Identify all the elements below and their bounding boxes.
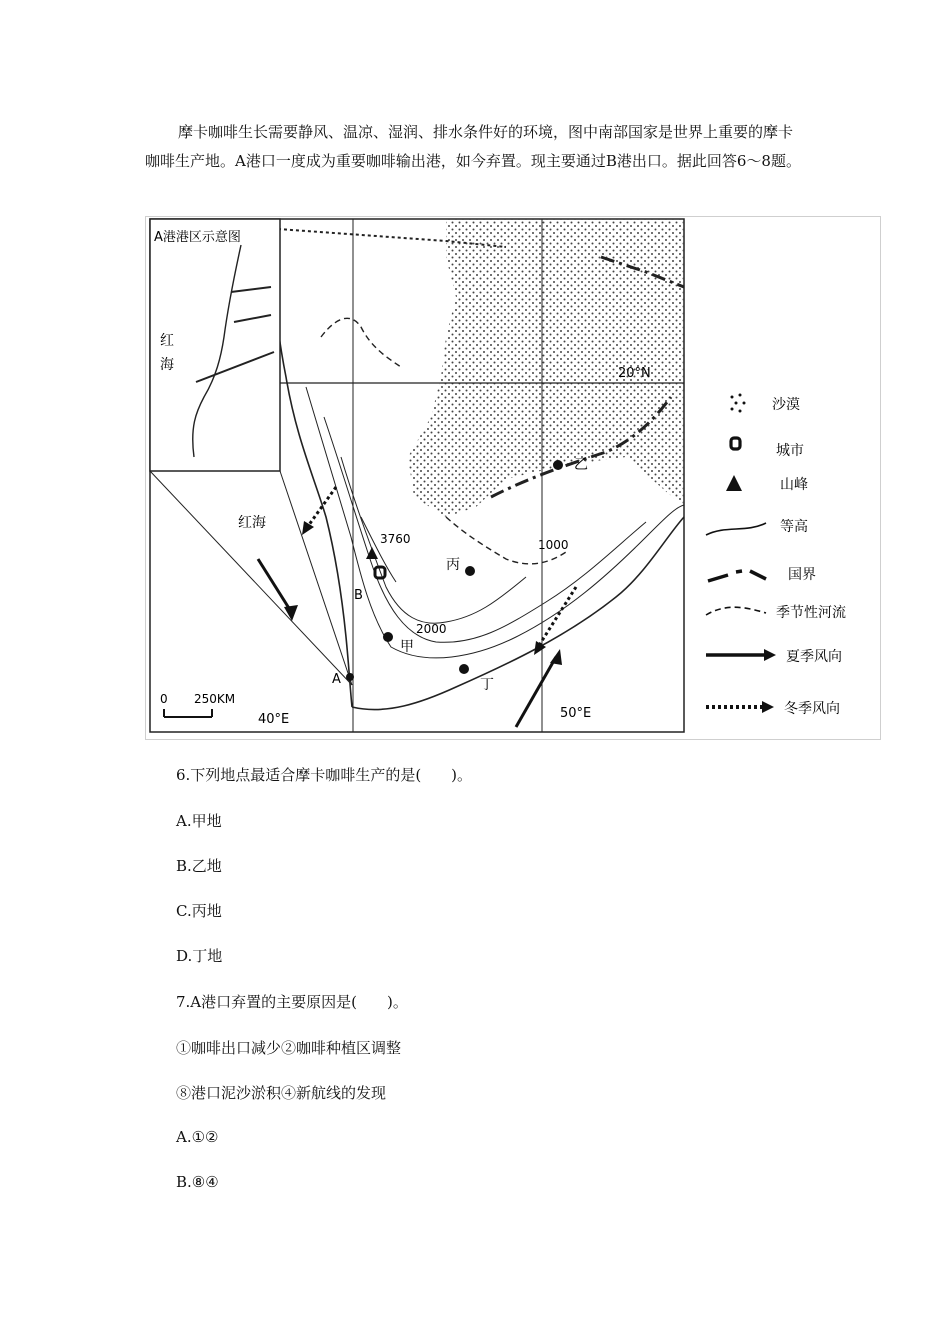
peak-elevation: 3760 — [380, 532, 411, 546]
legend-summer-wind: 夏季风向 — [786, 649, 842, 665]
question-6: 6.下列地点最适合摩卡咖啡生产的是( )。 — [176, 766, 473, 784]
map-svg — [146, 217, 880, 739]
legend-summer-wind-icon — [706, 649, 776, 661]
intro-text: 摩卡咖啡生长需要静风、温凉、湿润、排水条件好的环境，图中南部国家是世界上重要的摩卡咖啡生产地。A港口一度成为重要咖啡输出港，如今弃置。现主要通过B港出口。据此回答6～8题。 — [145, 123, 801, 170]
inset-sea-char2: 海 — [160, 357, 174, 373]
legend — [706, 394, 846, 718]
point-ding-label: 丁 — [480, 677, 494, 693]
option-7a[interactable]: A.①② — [176, 1128, 219, 1146]
main-sea-label: 红海 — [238, 515, 266, 531]
point-yi-label: 乙 — [574, 457, 588, 473]
legend-contour-icon — [706, 523, 766, 535]
point-yi-dot — [553, 460, 563, 470]
legend-winter-wind: 冬季风向 — [784, 701, 840, 717]
statement-line-1: ①咖啡出口减少②咖啡种植区调整 — [176, 1039, 402, 1057]
legend-peak: 山峰 — [780, 477, 808, 493]
legend-winter-wind-icon — [706, 701, 774, 713]
point-bing-label: 丙 — [446, 557, 460, 573]
intro-paragraph — [145, 118, 805, 176]
map-figure — [145, 216, 881, 740]
port-b-label: B — [354, 588, 363, 603]
inset-sea-char1: 红 — [160, 333, 174, 349]
legend-border: 国界 — [788, 567, 816, 583]
legend-border-icon — [708, 571, 766, 581]
contour-1000-label: 1000 — [538, 538, 569, 552]
lat-label: 20°N — [618, 366, 651, 381]
legend-contour: 等高 — [780, 519, 808, 535]
option-7b[interactable]: B.⑧④ — [176, 1173, 219, 1191]
point-ding-dot — [459, 664, 469, 674]
point-jia-dot — [383, 632, 393, 642]
legend-desert: 沙漠 — [772, 397, 800, 413]
inset-title: A港港区示意图 — [154, 230, 241, 245]
legend-peak-icon — [726, 475, 742, 491]
contour-2000-label: 2000 — [416, 622, 447, 636]
point-bing-dot — [465, 566, 475, 576]
scale-zero: 0 — [160, 692, 168, 706]
legend-desert-icon — [731, 394, 746, 413]
lon-label-40e: 40°E — [258, 712, 290, 727]
option-6b[interactable]: B.乙地 — [176, 857, 222, 875]
port-a-dot — [346, 673, 354, 681]
option-6c[interactable]: C.丙地 — [176, 902, 222, 920]
lon-label-50e: 50°E — [560, 706, 592, 721]
legend-seasonal-river: 季节性河流 — [776, 605, 846, 621]
statement-line-2: ⑧港口泥沙淤积④新航线的发现 — [176, 1084, 387, 1102]
scale-label: 250KM — [194, 692, 236, 706]
legend-city: 城市 — [776, 443, 804, 459]
option-6a[interactable]: A.甲地 — [176, 812, 222, 830]
point-jia-label: 甲 — [400, 639, 414, 655]
port-a-label: A — [332, 672, 341, 687]
legend-city-icon — [731, 438, 740, 449]
question-7: 7.A港口弃置的主要原因是( )。 — [176, 993, 408, 1011]
legend-river-icon — [706, 607, 766, 615]
option-6d[interactable]: D.丁地 — [176, 947, 223, 965]
